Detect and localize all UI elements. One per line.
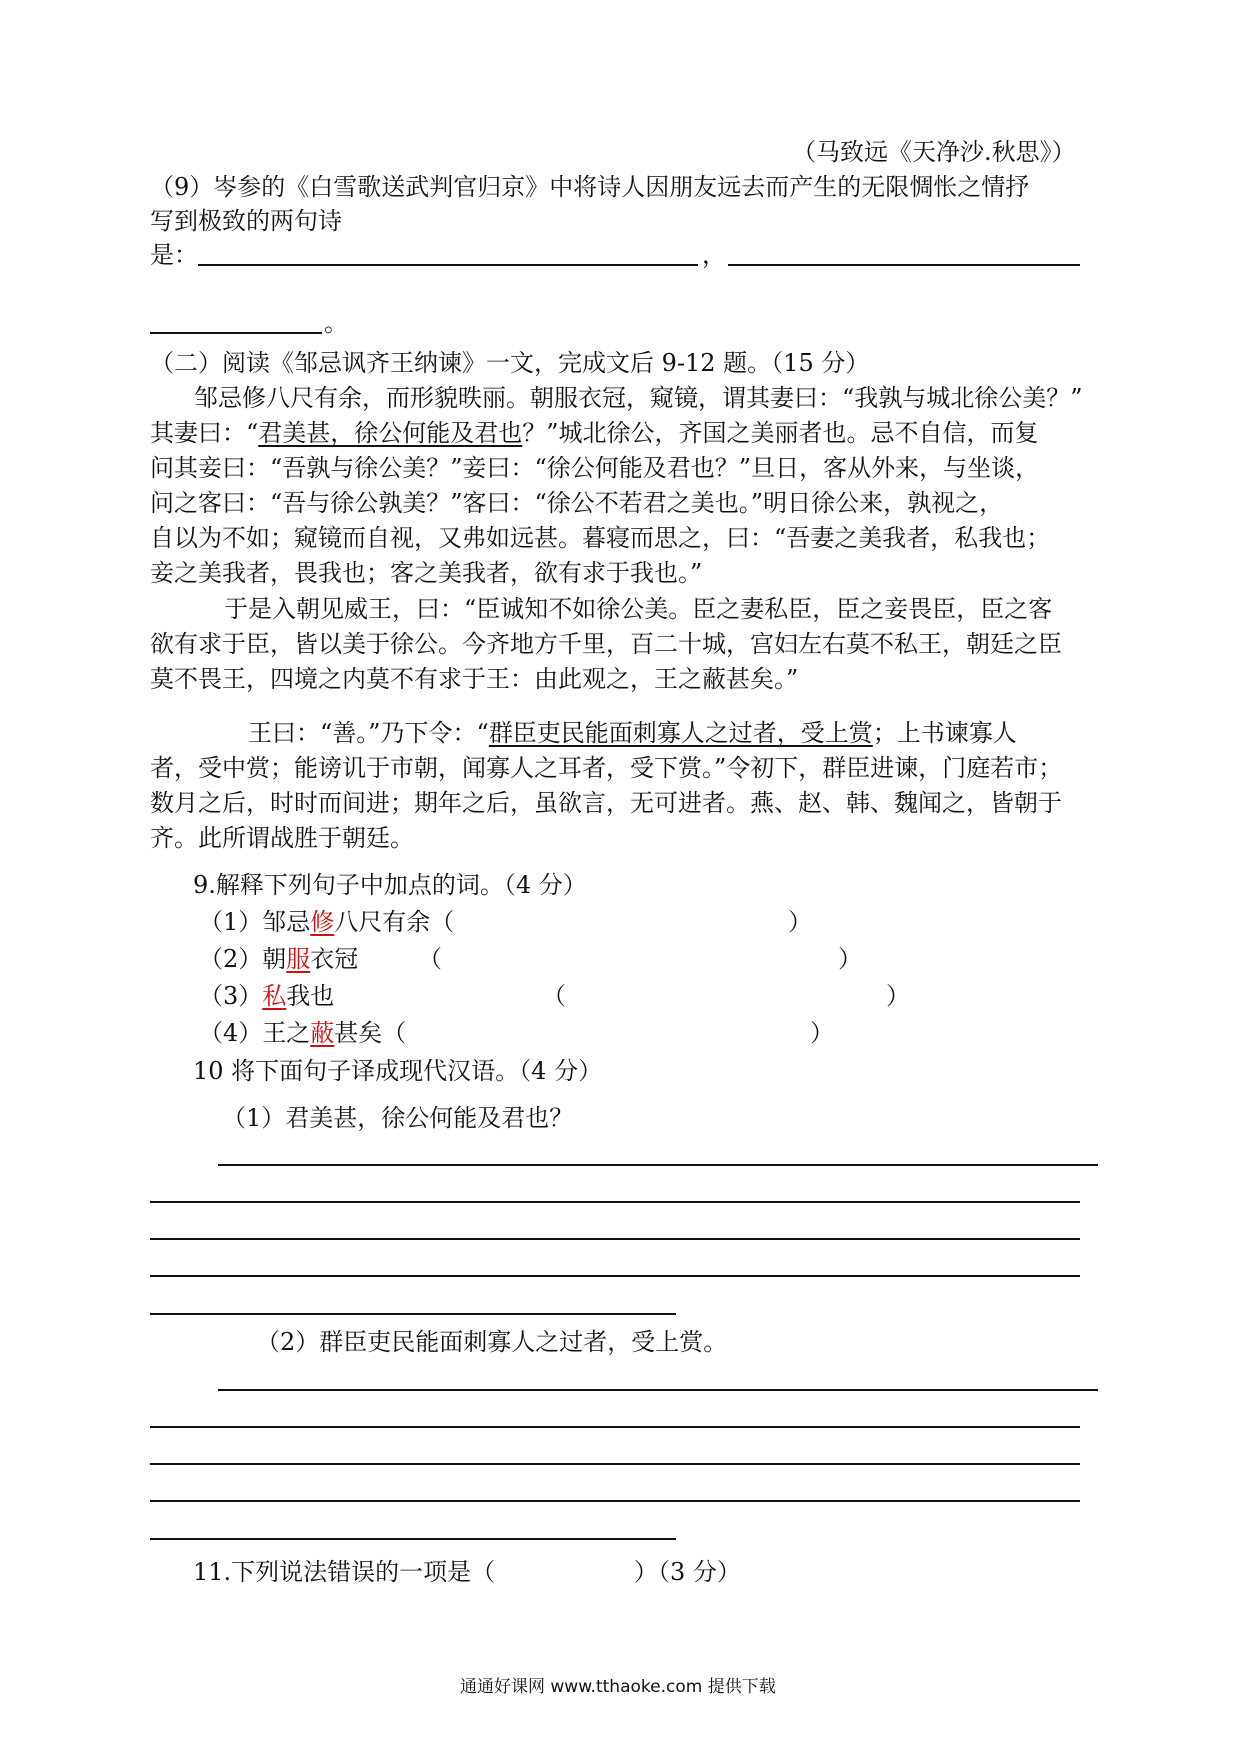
q11-close: ）（3 分） [634,1558,741,1586]
item-text: 甚矣（ [334,1019,407,1047]
q9-item-4-close: ） [810,1019,834,1047]
poem-source: （马致远《天净沙.秋思》） [792,138,1076,166]
writing-line[interactable] [218,1164,1098,1166]
item-text: （3） [199,982,263,1010]
q9-poem-prompt-line2: 写到极致的两句诗 [150,207,342,235]
writing-line[interactable] [218,1389,1098,1391]
q9-item-3-open: （ [542,982,566,1010]
q11-title: 11.下列说法错误的一项是（ [193,1558,496,1586]
answer-blank-2[interactable] [728,264,1080,266]
passage-line: 邹忌修八尺有余，而形貌昳丽。朝服衣冠，窥镜，谓其妻曰：“我孰与城北徐公美？” [194,384,1083,412]
q10-sentence-1: （1）君美甚，徐公何能及君也？ [222,1104,574,1132]
passage-line: 齐。此所谓战胜于朝廷。 [150,824,414,852]
q9-title: 9.解释下列句子中加点的词。（4 分） [193,871,587,899]
writing-line[interactable] [150,1463,1080,1465]
item-text: 我也 [286,982,335,1010]
answer-comma: ， [702,241,726,269]
passage-line: 问之客曰：“吾与徐公孰美？”客曰：“徐公不若君之美也。”明日徐公来，孰视之， [150,489,1004,517]
writing-line[interactable] [150,1275,1080,1277]
key-word: 服 [286,945,311,973]
item-text: （2）朝 [199,945,287,973]
item-text: 八尺有余（ [334,908,455,936]
q10-sentence-2: （2）群臣吏民能面刺寡人之过者，受上赏。 [256,1328,728,1356]
item-text: （4）王之 [199,1019,311,1047]
answer-blank-1[interactable] [198,264,698,266]
passage-line: 者，受中赏；能谤讥于市朝，闻寡人之耳者，受下赏。”令初下，群臣进谏，门庭若市； [150,754,1063,782]
passage-text: ？”城北徐公，齐国之美丽者也。忌不自信，而复 [522,419,1039,447]
passage-line [150,418,1039,448]
writing-line[interactable] [150,1238,1080,1240]
passage-line: 妾之美我者，畏我也；客之美我者，欲有求于我也。” [150,559,703,587]
passage-line: 问其妾曰：“吾孰与徐公美？”妾曰：“徐公何能及君也？”旦日，客从外来，与坐谈， [150,454,1040,482]
footer-text: 通通好课网 www.tthaoke.com 提供下载 [460,1677,776,1697]
item-text: 衣冠 [310,945,359,973]
answer-blank-3[interactable] [150,332,322,334]
writing-line[interactable] [150,1313,676,1315]
q10-title: 10 将下面句子译成现代汉语。（4 分） [193,1057,603,1085]
key-word: 私 [262,982,287,1010]
writing-line[interactable] [150,1426,1080,1428]
writing-line[interactable] [150,1500,1080,1502]
q9-item-3-close: ） [886,982,910,1010]
passage-line: 莫不畏王，四境之内莫不有求于王：由此观之，王之蔽甚矣。” [150,665,799,693]
q9-item-2 [199,944,358,974]
q9-poem-prompt-line1: （9）岑参的《白雪歌送武判官归京》中将诗人因朋友远去而产生的无限惆怅之情抒 [150,173,1030,201]
passage-line: 欲有求于臣，皆以美于徐公。今齐地方千里，百二十城，宫妇左右莫不私王，朝廷之臣 [150,630,1062,658]
item-text: （1）邹忌 [199,908,311,936]
q9-item-2-close: ） [838,945,862,973]
passage-text: 其妻曰：“ [150,419,259,447]
passage-line: 自以为不如；窥镜而自视，又弗如远甚。暮寝而思之，曰：“吾妻之美我者，私我也； [150,524,1051,552]
passage-text: ；上书谏寡人 [872,719,1017,747]
writing-line[interactable] [150,1201,1080,1203]
writing-line[interactable] [150,1538,676,1540]
key-word: 修 [310,908,335,936]
answer-period: 。 [324,309,348,337]
q9-item-2-open: （ [418,945,442,973]
passage-line [248,718,1017,748]
passage-line: 数月之后，时时而间进；期年之后，虽欲言，无可进者。燕、赵、韩、魏闻之，皆朝于 [150,789,1062,817]
passage-line: 于是入朝见威王，曰：“臣诚知不如徐公美。臣之妻私臣，臣之妾畏臣，臣之客 [224,595,1053,623]
underlined-sentence: 群臣吏民能面刺寡人之过者，受上赏 [488,719,873,747]
q9-item-4 [199,1018,406,1048]
q9-item-3 [199,981,334,1011]
q9-item-1 [199,907,454,937]
q9-item-1-close: ） [788,908,812,936]
key-word: 蔽 [310,1019,335,1047]
q9-poem-answer-label: 是： [150,241,198,269]
passage-text: 王曰：“善。”乃下令：“ [248,719,489,747]
underlined-sentence: 君美甚，徐公何能及君也 [258,419,523,447]
section-header: （二）阅读《邹忌讽齐王纳谏》一文，完成文后 9-12 题。（15 分） [150,349,870,377]
